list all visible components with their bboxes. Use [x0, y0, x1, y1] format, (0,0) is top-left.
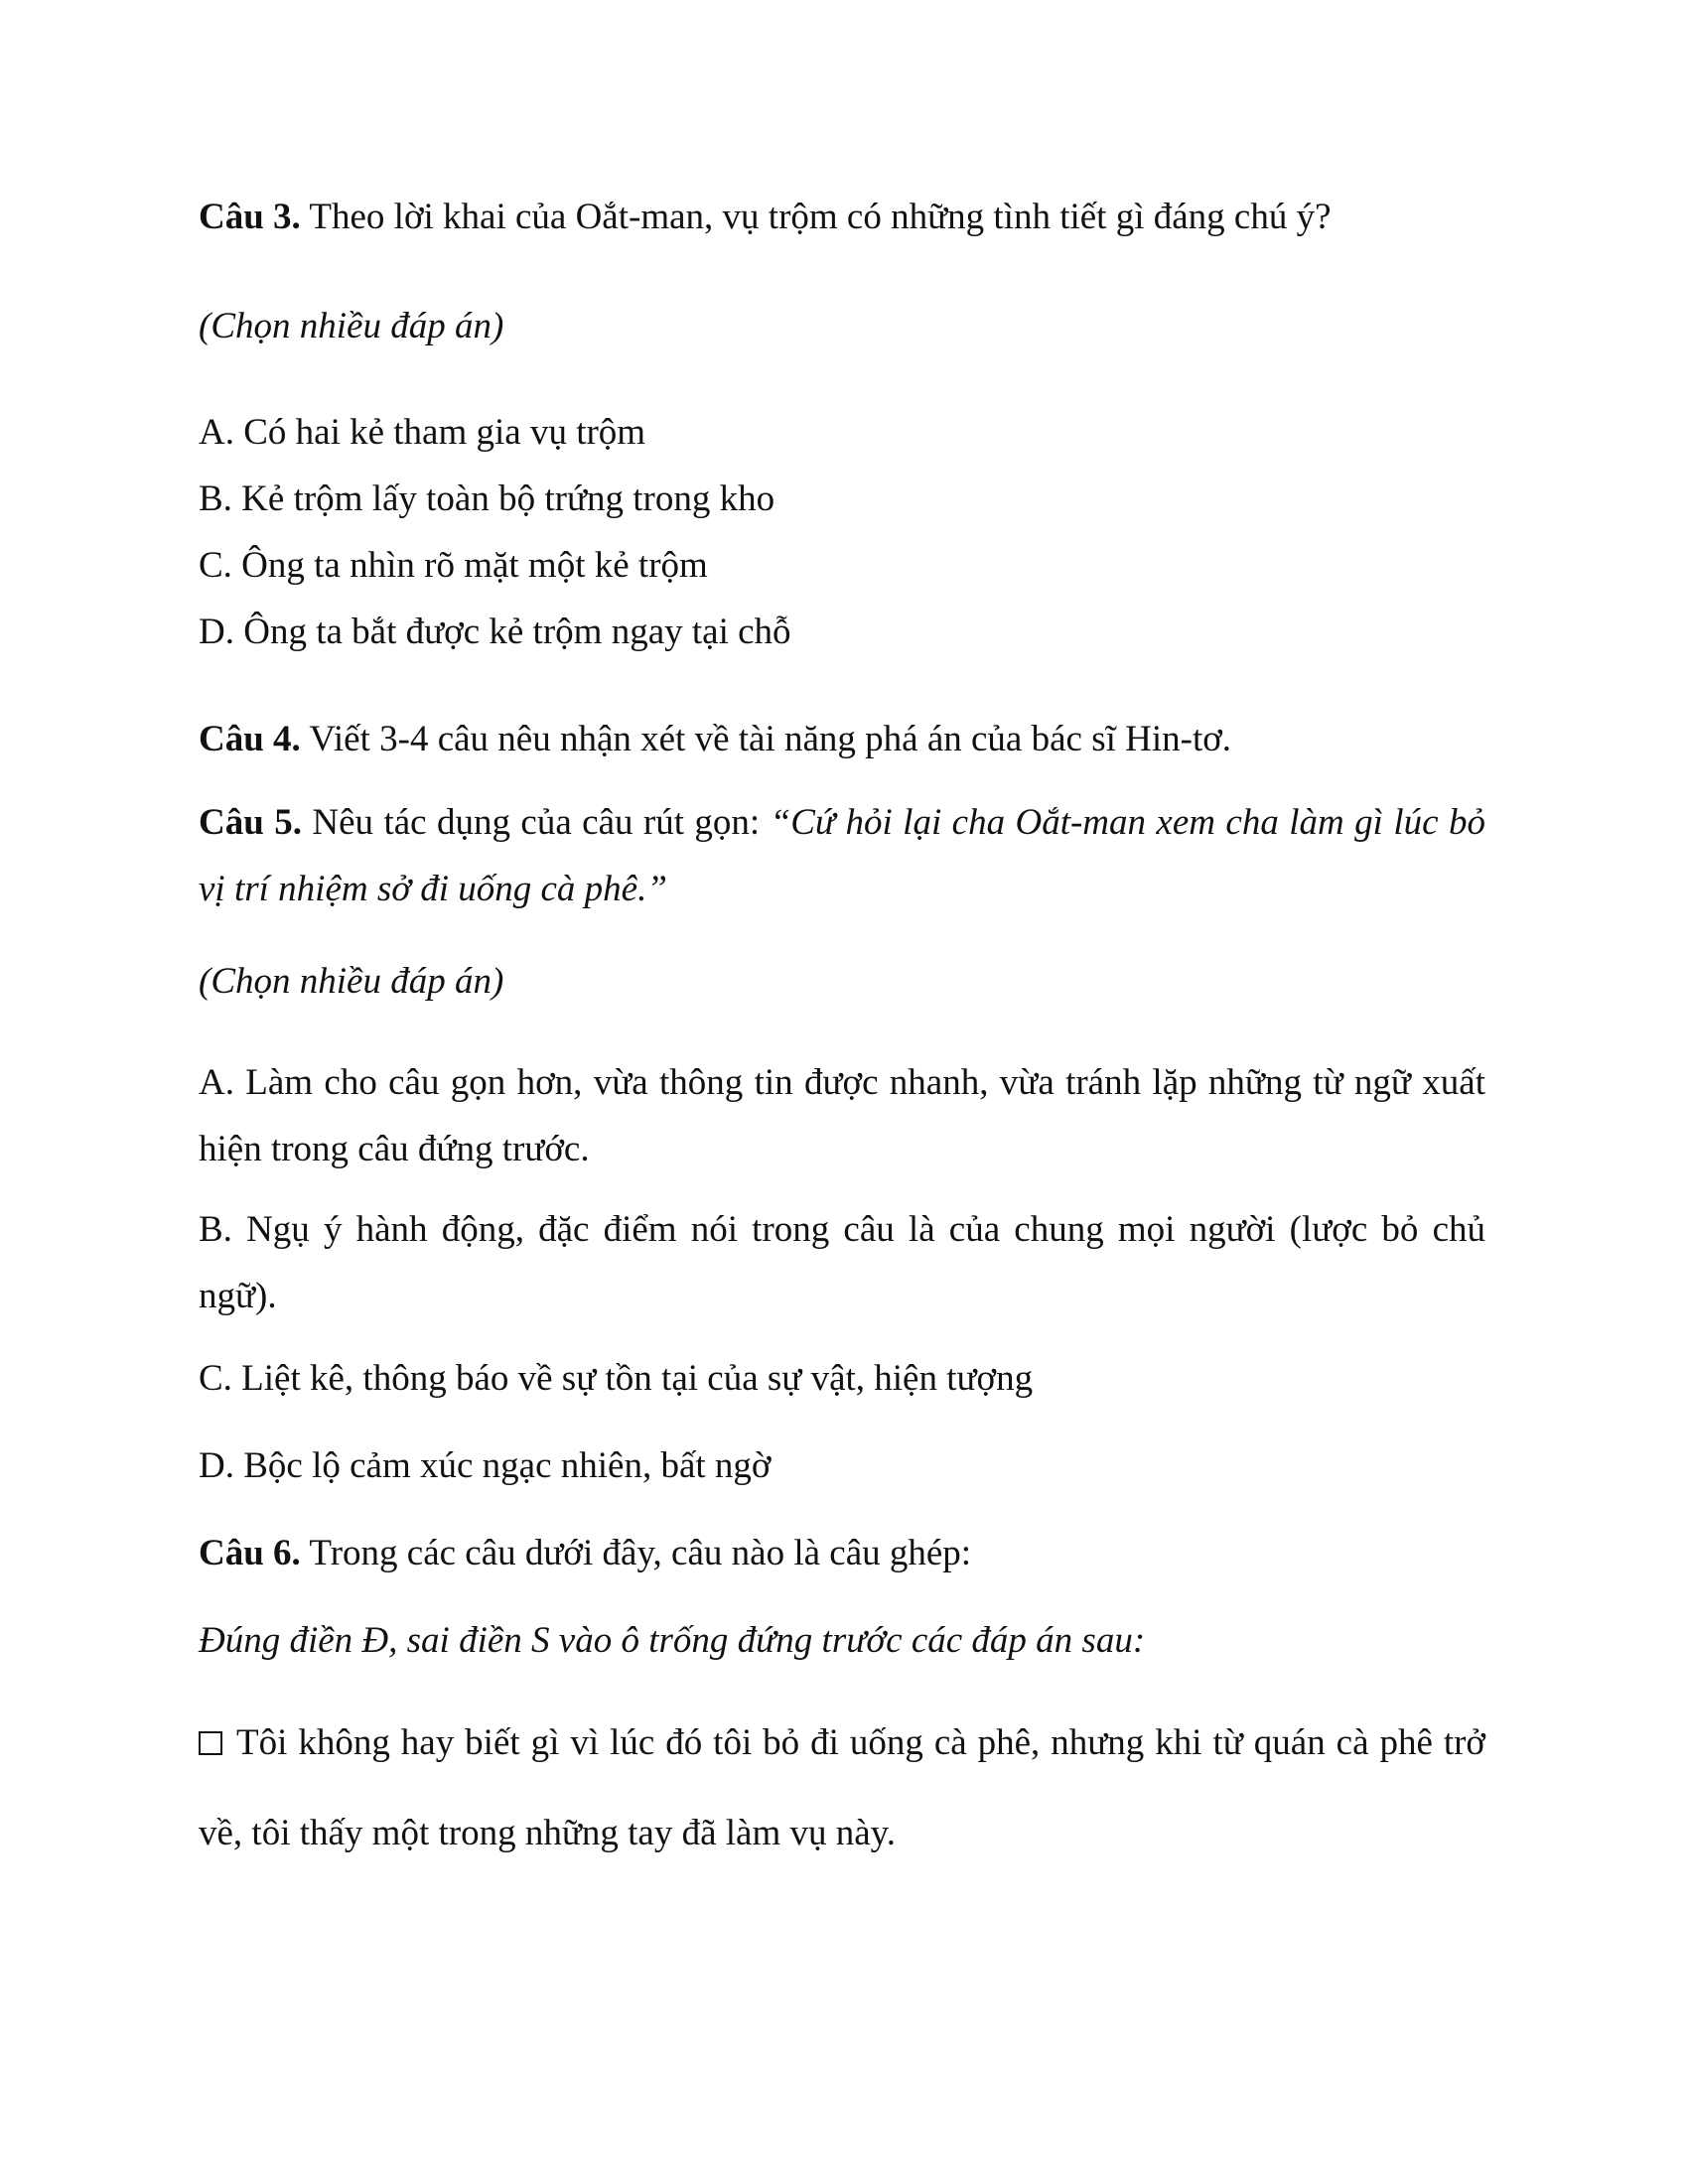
question-6-instruction: Đúng điền Đ, sai điền S vào ô trống đứng trước các đáp án sau: — [199, 1620, 1146, 1661]
question-3-option-a: A. Có hai kẻ tham gia vụ trộm — [199, 412, 646, 453]
question-3-instruction: (Chọn nhiều đáp án) — [199, 306, 504, 346]
question-3 — [199, 199, 1332, 235]
question-5-option-c: C. Liệt kê, thông báo về sự tồn tại của sự vật, hiện tượng — [199, 1358, 1034, 1399]
question-6-label: Câu 6. — [199, 1533, 301, 1573]
question-4-text: Viết 3-4 câu nêu nhận xét về tài năng phá án của bác sĩ Hin-tơ. — [300, 719, 1232, 759]
question-5-option-b: B. Ngụ ý hành động, đặc điểm nói trong câu là của chung mọi người (lược bỏ chủ ngữ). — [199, 1209, 1485, 1316]
question-3-option-d: D. Ông ta bắt được kẻ trộm ngay tại chỗ — [199, 612, 791, 652]
question-6-text: Trong các câu dưới đây, câu nào là câu ghép: — [300, 1533, 972, 1573]
answer-checkbox[interactable] — [199, 1731, 222, 1755]
question-4 — [199, 721, 1231, 757]
question-6 — [199, 1535, 971, 1571]
question-3-option-b: B. Kẻ trộm lấy toàn bộ trứng trong kho — [199, 478, 775, 519]
question-5-instruction: (Chọn nhiều đáp án) — [199, 961, 504, 1002]
question-5-quote: “Cứ hỏi lại cha Oắt-man xem cha làm gì lúc bỏ vị trí nhiệm sở đi uống cà phê.” — [199, 802, 1485, 909]
question-6-item — [199, 1698, 1485, 1878]
question-3-option-c: C. Ông ta nhìn rõ mặt một kẻ trộm — [199, 545, 708, 586]
question-3-text: Theo lời khai của Oắt-man, vụ trộm có những tình tiết gì đáng chú ý? — [300, 197, 1332, 237]
question-5-text: Nêu tác dụng của câu rút gọn: — [301, 802, 771, 843]
question-6-item-text: Tôi không hay biết gì vì lúc đó tôi bỏ đi uống cà phê, nhưng khi từ quán cà phê trở về, tôi thấy một trong những tay đã làm vụ này. — [199, 1722, 1485, 1853]
question-5 — [199, 789, 1485, 922]
question-5-label: Câu 5. — [199, 802, 302, 843]
question-3-label: Câu 3. — [199, 197, 301, 237]
question-5-option-a: A. Làm cho câu gọn hơn, vừa thông tin được nhanh, vừa tránh lặp những từ ngữ xuất hiện trong câu đứng trước. — [199, 1062, 1485, 1169]
question-4-label: Câu 4. — [199, 719, 301, 759]
question-5-option-d: D. Bộc lộ cảm xúc ngạc nhiên, bất ngờ — [199, 1445, 772, 1486]
